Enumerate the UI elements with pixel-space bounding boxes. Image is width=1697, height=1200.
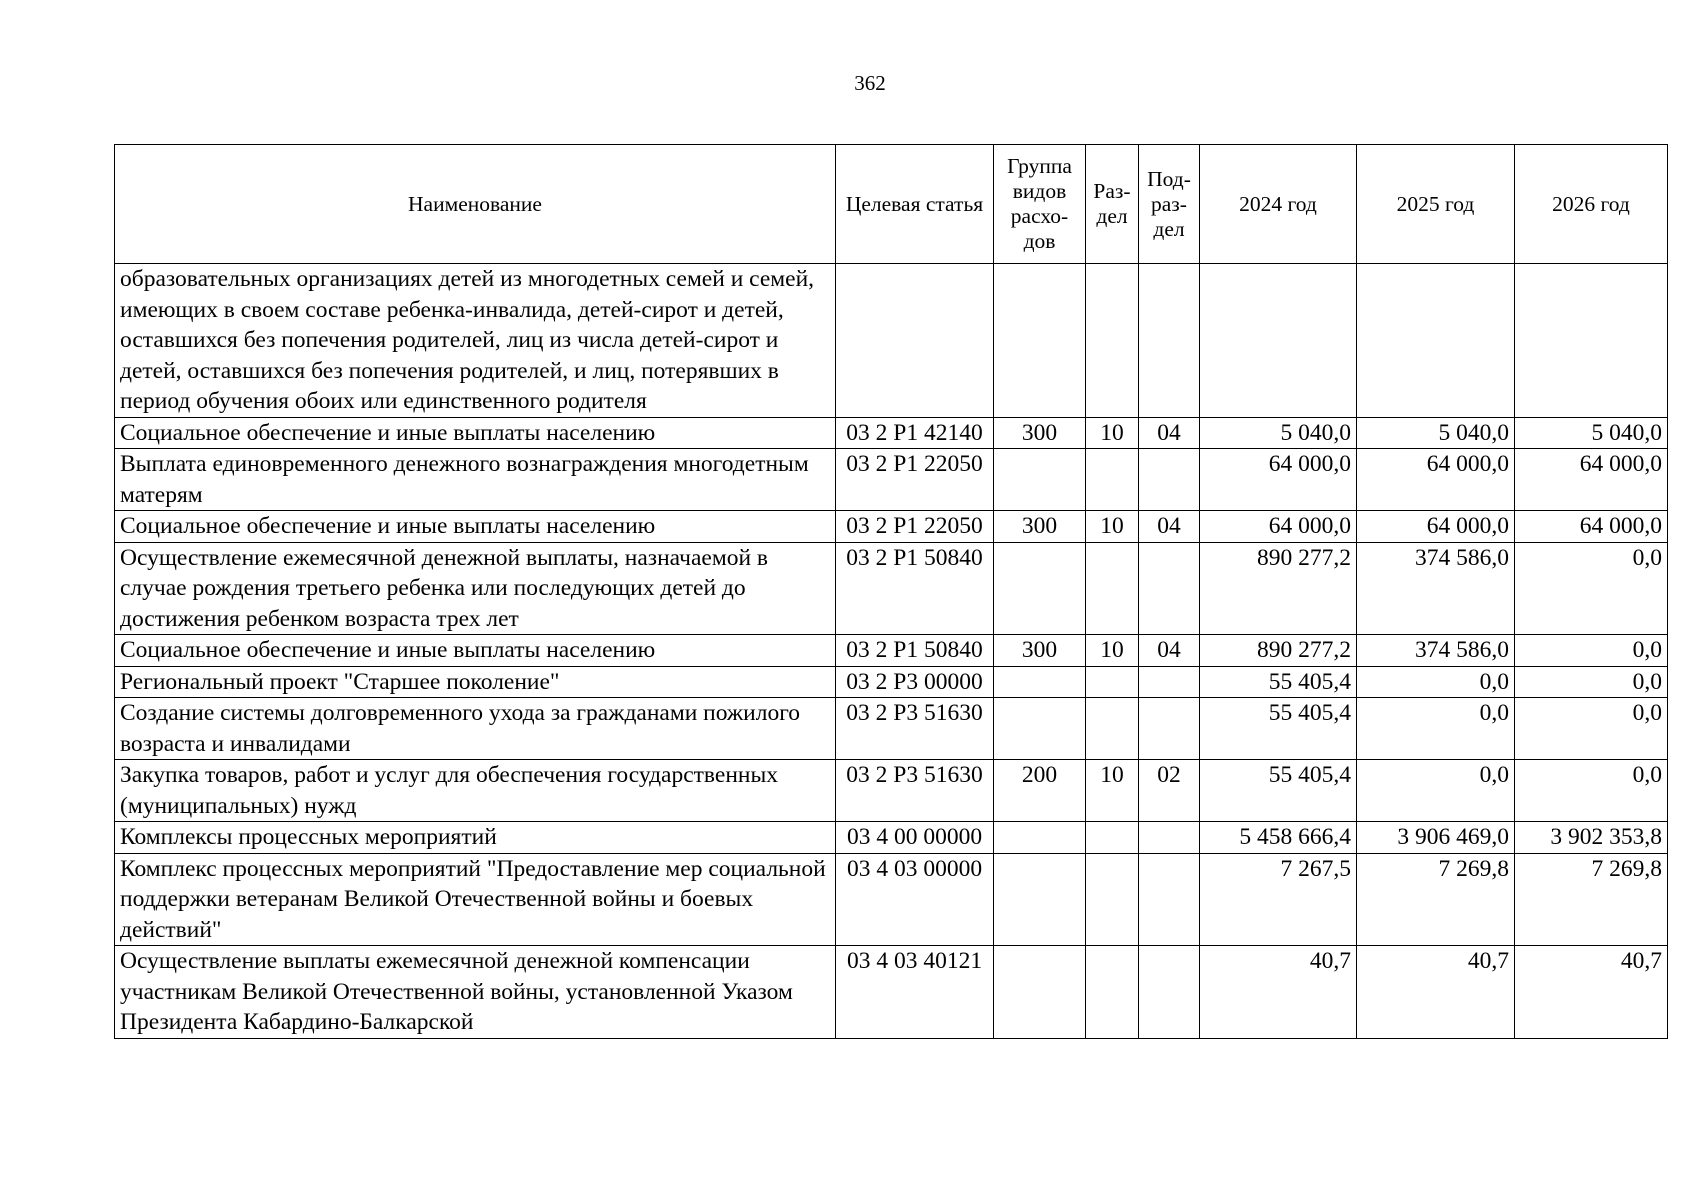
table-row [115, 946, 1668, 1039]
cell-subsection [1139, 542, 1200, 635]
cell-target: 03 4 03 40121 [836, 946, 994, 1039]
table-row [115, 666, 1668, 698]
header-name: Наименование [115, 145, 836, 264]
table-row [115, 449, 1668, 511]
cell-2025: 40,7 [1357, 946, 1515, 1039]
cell-group: 200 [994, 760, 1086, 822]
cell-target: 03 2 Р3 00000 [836, 666, 994, 698]
cell-2024: 55 405,4 [1200, 760, 1357, 822]
header-subsection: Под-раз-дел [1139, 145, 1200, 264]
cell-name: Осуществление ежемесячной денежной выплаты, назначаемой в случае рождения третьего ребенка или последующих детей до достижения ребенком возраста трех лет [115, 542, 836, 635]
cell-2024: 5 458 666,4 [1200, 822, 1357, 854]
cell-target: 03 4 03 00000 [836, 853, 994, 946]
cell-subsection: 04 [1139, 511, 1200, 543]
cell-subsection: 04 [1139, 635, 1200, 667]
cell-target: 03 2 Р1 22050 [836, 511, 994, 543]
cell-2025: 7 269,8 [1357, 853, 1515, 946]
cell-section [1086, 822, 1139, 854]
cell-2026 [1515, 264, 1668, 418]
page-number: 362 [854, 71, 886, 95]
cell-2025: 374 586,0 [1357, 542, 1515, 635]
cell-target: 03 2 Р1 50840 [836, 542, 994, 635]
cell-group: 300 [994, 635, 1086, 667]
cell-target [836, 264, 994, 418]
cell-section: 10 [1086, 635, 1139, 667]
cell-2024 [1200, 264, 1357, 418]
cell-name: Создание системы долговременного ухода за гражданами пожилого возраста и инвалидами [115, 698, 836, 760]
cell-2024: 890 277,2 [1200, 635, 1357, 667]
cell-group [994, 542, 1086, 635]
cell-group [994, 449, 1086, 511]
cell-subsection: 02 [1139, 760, 1200, 822]
cell-2026: 7 269,8 [1515, 853, 1668, 946]
cell-section [1086, 264, 1139, 418]
header-section: Раз-дел [1086, 145, 1139, 264]
header-year-2025: 2025 год [1357, 145, 1515, 264]
cell-2026: 0,0 [1515, 698, 1668, 760]
cell-subsection [1139, 666, 1200, 698]
table-row [115, 264, 1668, 418]
cell-2025: 64 000,0 [1357, 511, 1515, 543]
cell-target: 03 2 Р1 22050 [836, 449, 994, 511]
cell-2025: 0,0 [1357, 760, 1515, 822]
cell-2026: 64 000,0 [1515, 511, 1668, 543]
cell-target: 03 2 Р1 50840 [836, 635, 994, 667]
cell-subsection [1139, 946, 1200, 1039]
header-target: Целевая статья [836, 145, 994, 264]
cell-2024: 7 267,5 [1200, 853, 1357, 946]
cell-subsection [1139, 264, 1200, 418]
cell-subsection [1139, 449, 1200, 511]
table-row [115, 511, 1668, 543]
cell-group: 300 [994, 417, 1086, 449]
cell-section [1086, 698, 1139, 760]
cell-section [1086, 542, 1139, 635]
cell-2026: 5 040,0 [1515, 417, 1668, 449]
cell-2026: 0,0 [1515, 760, 1668, 822]
cell-group [994, 264, 1086, 418]
cell-2024: 55 405,4 [1200, 698, 1357, 760]
cell-name: образовательных организациях детей из многодетных семей и семей, имеющих в своем составе ребенка-инвалида, детей-сирот и детей, оставшихся без попечения родителей, лиц из числа детей-сирот и детей, оставшихся без попечения родителей, и лиц, потерявших в период обучения обоих или единственного родителя [115, 264, 836, 418]
cell-2026: 0,0 [1515, 666, 1668, 698]
table-row [115, 542, 1668, 635]
cell-section: 10 [1086, 511, 1139, 543]
cell-2025: 64 000,0 [1357, 449, 1515, 511]
cell-name: Региональный проект "Старшее поколение" [115, 666, 836, 698]
table-row [115, 760, 1668, 822]
cell-name: Комплексы процессных мероприятий [115, 822, 836, 854]
cell-2025: 374 586,0 [1357, 635, 1515, 667]
cell-name: Социальное обеспечение и иные выплаты населению [115, 417, 836, 449]
cell-name: Социальное обеспечение и иные выплаты населению [115, 635, 836, 667]
cell-group [994, 666, 1086, 698]
cell-2024: 5 040,0 [1200, 417, 1357, 449]
cell-target: 03 2 Р3 51630 [836, 698, 994, 760]
budget-table [114, 144, 1668, 1039]
cell-2024: 890 277,2 [1200, 542, 1357, 635]
table-row [115, 698, 1668, 760]
cell-name: Комплекс процессных мероприятий "Предоставление мер социальной поддержки ветеранам Великой Отечественной войны и боевых действий" [115, 853, 836, 946]
cell-section [1086, 666, 1139, 698]
cell-group [994, 822, 1086, 854]
table-row [115, 417, 1668, 449]
cell-2026: 3 902 353,8 [1515, 822, 1668, 854]
cell-2025: 0,0 [1357, 698, 1515, 760]
header-year-2024: 2024 год [1200, 145, 1357, 264]
header-year-2026: 2026 год [1515, 145, 1668, 264]
cell-2025: 5 040,0 [1357, 417, 1515, 449]
cell-subsection: 04 [1139, 417, 1200, 449]
table-row [115, 635, 1668, 667]
cell-group [994, 698, 1086, 760]
cell-section [1086, 853, 1139, 946]
table-row [115, 853, 1668, 946]
header-group: Группа видов расхо-дов [994, 145, 1086, 264]
table-header-row [115, 145, 1668, 264]
cell-2026: 40,7 [1515, 946, 1668, 1039]
cell-group: 300 [994, 511, 1086, 543]
cell-target: 03 2 Р3 51630 [836, 760, 994, 822]
cell-section [1086, 946, 1139, 1039]
cell-2026: 0,0 [1515, 635, 1668, 667]
cell-2025 [1357, 264, 1515, 418]
cell-target: 03 2 Р1 42140 [836, 417, 994, 449]
cell-subsection [1139, 698, 1200, 760]
cell-subsection [1139, 853, 1200, 946]
cell-group [994, 946, 1086, 1039]
cell-2024: 40,7 [1200, 946, 1357, 1039]
cell-2026: 0,0 [1515, 542, 1668, 635]
cell-2025: 3 906 469,0 [1357, 822, 1515, 854]
cell-name: Выплата единовременного денежного вознаграждения многодетным матерям [115, 449, 836, 511]
cell-section [1086, 449, 1139, 511]
cell-2024: 64 000,0 [1200, 449, 1357, 511]
cell-subsection [1139, 822, 1200, 854]
cell-group [994, 853, 1086, 946]
cell-2026: 64 000,0 [1515, 449, 1668, 511]
cell-2024: 55 405,4 [1200, 666, 1357, 698]
cell-name: Осуществление выплаты ежемесячной денежной компенсации участникам Великой Отечественной войны, установленной Указом Президента Кабардино-Балкарской [115, 946, 836, 1039]
cell-2024: 64 000,0 [1200, 511, 1357, 543]
cell-name: Закупка товаров, работ и услуг для обеспечения государственных (муниципальных) нужд [115, 760, 836, 822]
cell-2025: 0,0 [1357, 666, 1515, 698]
cell-section: 10 [1086, 760, 1139, 822]
cell-target: 03 4 00 00000 [836, 822, 994, 854]
table-row [115, 822, 1668, 854]
cell-name: Социальное обеспечение и иные выплаты населению [115, 511, 836, 543]
cell-section: 10 [1086, 417, 1139, 449]
